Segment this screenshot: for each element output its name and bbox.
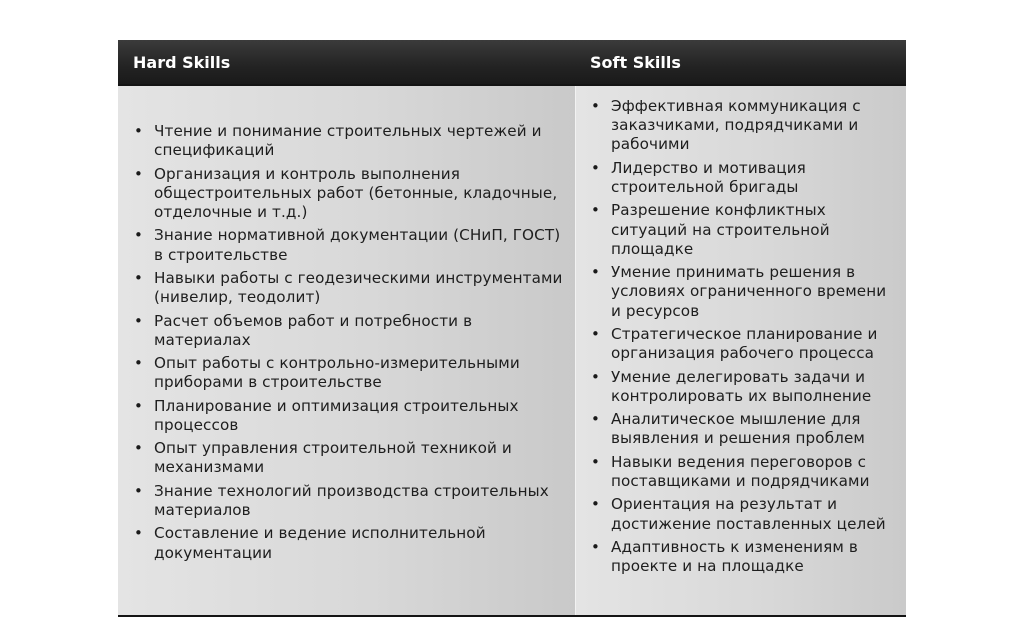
- hard-skill-item-text: Знание технологий производства строительных материалов: [154, 481, 549, 520]
- hard-skills-list: [118, 122, 575, 567]
- hard-skill-item: [133, 269, 565, 307]
- soft-skill-item: [590, 263, 898, 321]
- soft-skill-item-text: Разрешение конфликтных ситуаций на строительной площадке: [611, 201, 830, 258]
- bullet-icon: •: [591, 452, 600, 471]
- bullet-icon: •: [134, 121, 143, 140]
- soft-skill-item-text: Умение делегировать задачи и контролировать их выполнение: [611, 367, 872, 405]
- hard-skills-cell: [118, 86, 575, 615]
- bullet-icon: •: [591, 495, 600, 514]
- hard-skill-item-text: Планирование и оптимизация строительных процессов: [154, 396, 519, 434]
- soft-skill-item-text: Умение принимать решения в условиях ограниченного времени и ресурсов: [611, 263, 887, 320]
- soft-skill-item: [590, 201, 898, 259]
- hard-skill-item: [133, 439, 565, 477]
- bullet-icon: •: [134, 396, 143, 415]
- soft-skill-item: [590, 368, 898, 406]
- soft-skills-header: Soft Skills: [590, 52, 681, 72]
- hard-skill-item-text: Организация и контроль выполнения общестроительных работ (бетонные, кладочные, отделочные и т.д.): [154, 164, 558, 221]
- hard-skill-item-text: Чтение и понимание строительных чертежей и спецификаций: [154, 121, 542, 160]
- bullet-icon: •: [591, 97, 600, 115]
- bullet-icon: •: [591, 324, 600, 343]
- soft-skill-item: [590, 159, 898, 197]
- hard-skill-item: [133, 524, 565, 562]
- hard-skill-item: [133, 165, 565, 223]
- bullet-icon: •: [591, 537, 600, 556]
- soft-skills-cell: [575, 86, 906, 615]
- bullet-icon: •: [591, 263, 600, 282]
- soft-skill-item: [590, 538, 898, 576]
- hard-skill-item-text: Опыт управления строительной техникой и механизмами: [154, 439, 512, 477]
- soft-skill-item-text: Адаптивность к изменениям в проекте и на площадке: [611, 537, 858, 576]
- bullet-icon: •: [134, 311, 143, 330]
- soft-skill-item-text: Лидерство и мотивация строительной бригады: [611, 158, 806, 196]
- skills-table: [118, 40, 906, 617]
- hard-skill-item-text: Знание нормативной документации (СНиП, ГОСТ) в строительстве: [154, 226, 561, 264]
- soft-skill-item: [590, 453, 898, 491]
- table-header: [118, 40, 906, 84]
- bullet-icon: •: [134, 439, 143, 458]
- table-body: [118, 84, 906, 617]
- hard-skills-header: Hard Skills: [133, 52, 231, 72]
- soft-skill-item: [590, 97, 898, 155]
- bullet-icon: •: [591, 367, 600, 386]
- soft-skill-item-text: Стратегическое планирование и организация рабочего процесса: [611, 324, 878, 363]
- soft-skill-item-text: Эффективная коммуникация с заказчиками, подрядчиками и рабочими: [611, 97, 861, 154]
- hard-skill-item: [133, 122, 565, 160]
- soft-skill-item-text: Ориентация на результат и достижение поставленных целей: [611, 495, 886, 533]
- bullet-icon: •: [134, 481, 143, 500]
- soft-skill-item: [590, 325, 898, 363]
- soft-skill-item: [590, 495, 898, 533]
- bullet-icon: •: [134, 268, 143, 287]
- hard-skill-item: [133, 226, 565, 264]
- hard-skill-item: [133, 482, 565, 520]
- soft-skill-item-text: Навыки ведения переговоров с поставщиками и подрядчиками: [611, 452, 870, 490]
- bullet-icon: •: [591, 410, 600, 429]
- hard-skill-item-text: Расчет объемов работ и потребности в материалах: [154, 311, 473, 349]
- bullet-icon: •: [134, 164, 143, 183]
- hard-skill-item: [133, 397, 565, 435]
- hard-skill-item: [133, 354, 565, 392]
- bullet-icon: •: [134, 226, 143, 245]
- soft-skill-item-text: Аналитическое мышление для выявления и решения проблем: [611, 410, 865, 448]
- hard-skill-item-text: Навыки работы с геодезическими инструментами (нивелир, теодолит): [154, 268, 563, 307]
- bullet-icon: •: [134, 524, 143, 543]
- soft-skills-list: [576, 97, 906, 581]
- hard-skill-item-text: Опыт работы с контрольно-измерительными приборами в строительстве: [154, 354, 520, 392]
- bullet-icon: •: [591, 201, 600, 220]
- hard-skill-item-text: Составление и ведение исполнительной документации: [154, 524, 486, 562]
- soft-skill-item: [590, 410, 898, 448]
- bullet-icon: •: [134, 354, 143, 373]
- hard-skill-item: [133, 312, 565, 350]
- bullet-icon: •: [591, 158, 600, 177]
